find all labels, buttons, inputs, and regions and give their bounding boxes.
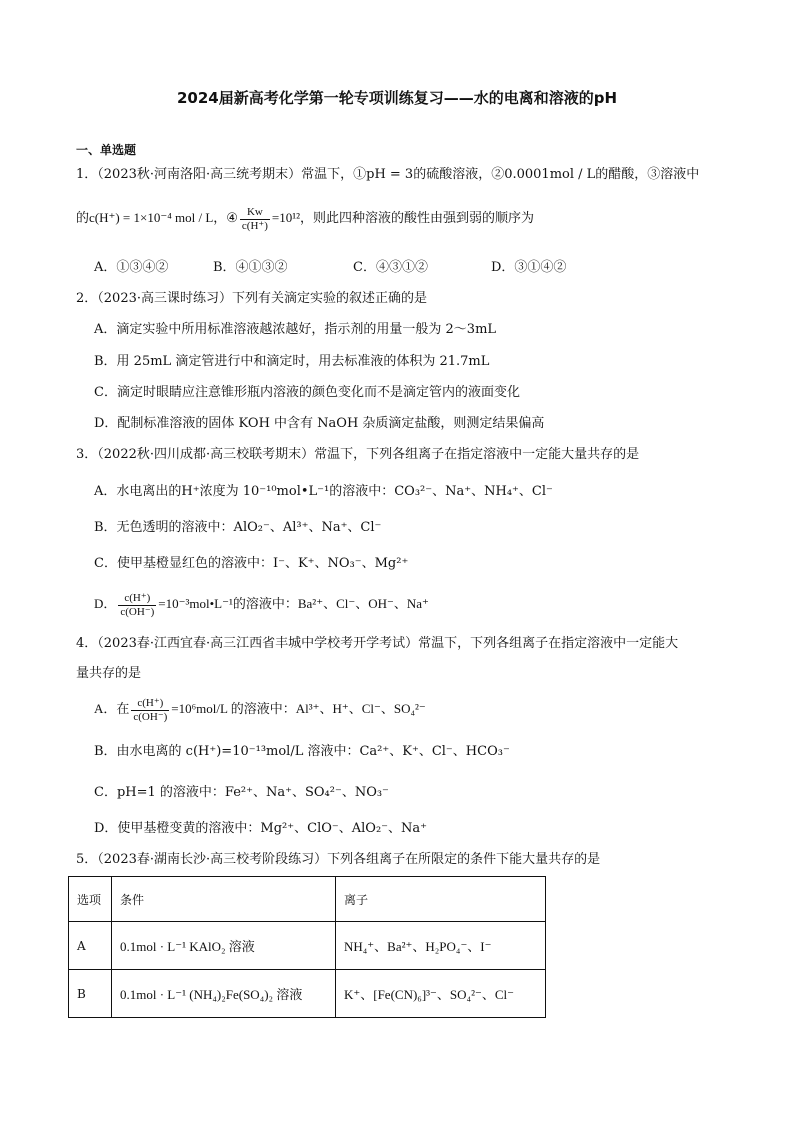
q2-stem: 2．（2023·高三课时练习）下列有关滴定实验的叙述正确的是 [76,291,427,306]
q3-stem: 3．（2022秋·四川成都·高三校联考期末）常温下，下列各组离子在指定溶液中一定能大量共存的是 [76,447,640,462]
q4-option-d: D．使甲基橙变黄的溶液中：Mg²⁺、ClO⁻、AlO₂⁻、Na⁺ [94,821,428,836]
q1-stem-post: =10¹²，则此四种溶液的酸性由强到弱的顺序为 [271,210,535,225]
q3-frac-num: c(H⁺) [118,592,156,606]
table-row [69,922,546,970]
section-heading: 一、单选题 [76,143,137,157]
q1-option-b: B．④①③② [213,260,288,275]
q2-option-b: B．用 25mL 滴定管进行中和滴定时，用去标准液的体积为 21.7mL [94,354,490,369]
q5-table-header-row [69,877,546,922]
q3-option-d [94,588,429,620]
q4-option-a [94,692,426,726]
q5-row-b-condition: 0.1mol · L⁻¹ (NH₄)₂Fe(SO₄)₂ 溶液 [112,970,336,1018]
q4-fraction [131,697,169,724]
q5-header-option: 选项 [69,877,112,922]
q1-frac-den: c(H⁺) [241,219,268,232]
q3-option-b: B．无色透明的溶液中：AlO₂⁻、Al³⁺、Na⁺、Cl⁻ [94,520,382,535]
q2-option-c: C．滴定时眼睛应注意锥形瓶内溶液的颜色变化而不是滴定管内的液面变化 [94,385,520,400]
q3-option-a: A．水电离出的H⁺浓度为 10⁻¹⁰mol•L⁻¹的溶液中：CO₃²⁻、Na⁺、NH₄⁺、Cl⁻ [94,484,553,499]
q5-stem: 5．（2023春·湖南长沙·高三校考阶段练习）下列各组离子在所限定的条件下能大量共存的是 [76,852,601,867]
q3-frac-den: c(OH⁻) [120,605,155,618]
q1-stem-line1: 1．（2023秋·河南洛阳·高三统考期末）常温下，①pH = 3的硫酸溶液，②0.0001mol / L的醋酸，③溶液中 [76,167,700,182]
q4-stem-line2: 量共存的是 [76,666,142,681]
q4-frac-den: c(OH⁻) [133,710,168,723]
q1-option-d: D．③①④② [491,260,567,275]
q4-frac-num: c(H⁺) [131,697,169,711]
q1-option-c: C．④③①② [353,260,428,275]
q3-optd-pre: D． [94,596,117,611]
q5-table [68,876,546,1018]
q5-row-a-option: A [69,922,112,970]
q3-fraction [118,592,156,619]
q5-header-ions: 离子 [336,877,546,922]
q1-stem-pre: 的c(H⁺) = 1×10⁻⁴ mol / L，④ [76,210,238,225]
q4-option-c: C．pH=1 的溶液中：Fe²⁺、Na⁺、SO₄²⁻、NO₃⁻ [94,785,389,800]
q5-header-condition: 条件 [112,877,336,922]
q1-option-a: A．①③④② [94,260,169,275]
q1-fraction [240,206,270,233]
q4-stem-line1: 4．（2023春·江西宜春·高三江西省丰城中学校考开学考试）常温下，下列各组离子在指定溶液中一定能大 [76,636,679,651]
q4-opta-post: =10⁶mol/L 的溶液中：Al³⁺、H⁺、Cl⁻、SO₄²⁻ [171,701,426,716]
q5-row-b-option: B [69,970,112,1018]
page-title: 2024届新高考化学第一轮专项训练复习——水的电离和溶液的pH [176,89,618,107]
table-row [69,970,546,1018]
q3-optd-post: =10⁻³mol•L⁻¹的溶液中：Ba²⁺、Cl⁻、OH⁻、Na⁺ [158,596,429,611]
q5-row-a-condition: 0.1mol · L⁻¹ KAlO₂ 溶液 [112,922,336,970]
q5-row-b-ions: K⁺、[Fe(CN)₆]³⁻、SO₄²⁻、Cl⁻ [336,970,546,1018]
q3-option-c: C．使甲基橙显红色的溶液中：I⁻、K⁺、NO₃⁻、Mg²⁺ [94,556,409,571]
q1-stem-line2 [76,203,534,233]
q4-option-b: B．由水电离的 c(H⁺)=10⁻¹³mol/L 溶液中：Ca²⁺、K⁺、Cl⁻、HCO₃⁻ [94,744,510,759]
q2-option-d: D．配制标准溶液的固体 KOH 中含有 NaOH 杂质滴定盐酸，则测定结果偏高 [94,416,545,431]
q2-option-a: A．滴定实验中所用标准溶液越浓越好，指示剂的用量一般为 2～3mL [94,322,497,337]
q1-frac-num: Kw [240,206,270,220]
q4-opta-pre: A．在 [94,701,130,716]
q5-row-a-ions: NH₄⁺、Ba²⁺、H₂PO₄⁻、I⁻ [336,922,546,970]
